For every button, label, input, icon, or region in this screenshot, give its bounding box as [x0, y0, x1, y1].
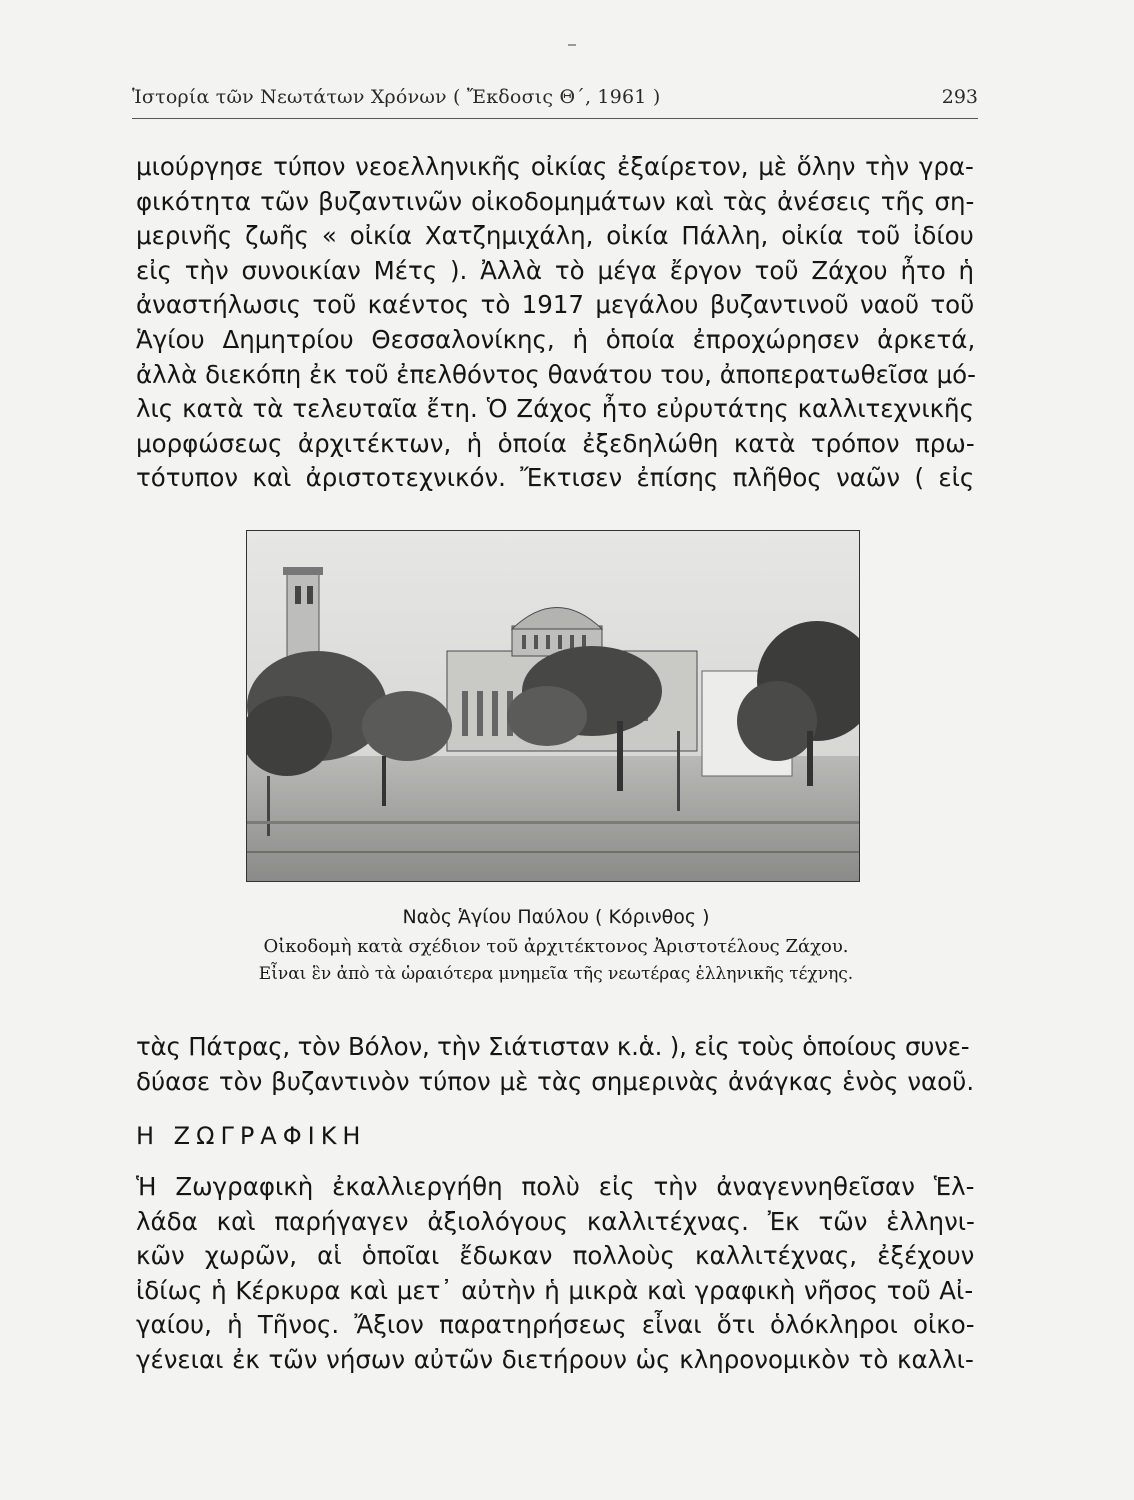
text-line: λις κατὰ τὰ τελευταῖα ἔτη. Ὁ Ζάχος ἦτο εὐρυτάτης καλλιτεχνικῆς	[136, 394, 974, 424]
text-line: τὰς Πάτρας, τὸν Βόλον, τὴν Σιάτισταν κ.ἁ. ), εἰς τοὺς ὁποίους συνε-	[136, 1032, 970, 1061]
text-line: μορφώσεως ἀρχιτέκτων, ἡ ὁποία ἐξεδηλώθη κατὰ τρόπον πρω-	[136, 428, 975, 458]
church-photograph	[246, 530, 860, 882]
book-title: Ἱστορία τῶν Νεωτάτων Χρόνων ( Ἔκδοσις Θ΄, 1961 )	[132, 86, 661, 108]
text-line: κῶν χωρῶν, αἱ ὁποῖαι ἔδωκαν πολλοὺς καλλιτέχνας, ἐξέχουν	[136, 1241, 975, 1271]
page-number: 293	[941, 86, 978, 108]
section-heading: Η ΖΩΓΡΑΦΙΚΗ	[136, 1122, 367, 1150]
text-line: δύασε τὸν βυζαντινὸν τύπον μὲ τὰς σημερινὰς ἀνάγκας ἑνὸς ναοῦ.	[136, 1066, 975, 1096]
figure-caption-line: Οἰκοδομὴ κατὰ σχέδιον τοῦ ἀρχιτέκτονος Ἀριστοτέλους Ζάχου.	[263, 936, 849, 957]
text-line: τότυπον καὶ ἀριστοτεχνικόν. Ἔκτισεν ἐπίσης πλῆθος ναῶν ( εἰς	[136, 463, 975, 493]
figure-caption-line: Εἶναι ἓν ἀπὸ τὰ ὡραιότερα μνημεῖα τῆς νεωτέρας ἑλληνικῆς τέχνης.	[258, 964, 854, 984]
paragraph-continuation	[136, 1030, 976, 1099]
paragraph-painting	[136, 1170, 976, 1378]
text-line: ἰδίως ἡ Κέρκυρα καὶ μετ᾽ αὐτὴν ἡ μικρὰ καὶ γραφικὴ νῆσος τοῦ Αἰ-	[136, 1275, 974, 1305]
text-line: Ἡ Ζωγραφικὴ ἐκαλλιεργήθη πολὺ εἰς τὴν ἀναγεννηθεῖσαν Ἑλ-	[136, 1172, 975, 1201]
scan-mark	[568, 44, 576, 46]
text-line: Ἁγίου Δημητρίου Θεσσαλονίκης, ἡ ὁποία ἐπροχώρησεν ἀρκετά,	[136, 324, 976, 354]
text-line: ἀλλὰ διεκόπη ἐκ τοῦ ἐπελθόντος θανάτου του, ἀποπερατωθεῖσα μό-	[136, 359, 976, 389]
text-line: ἀναστήλωσις τοῦ καέντος τὸ 1917 μεγάλου βυζαντινοῦ ναοῦ τοῦ	[136, 290, 975, 320]
text-line: γαίου, ἡ Τῆνος. Ἄξιον παρατηρήσεως εἶναι ὅτι ὁλόκληροι οἰκο-	[136, 1310, 975, 1340]
photo-illustration	[247, 531, 859, 881]
header-rule	[132, 118, 978, 119]
text-line: μερινῆς ζωῆς « οἰκία Χατζημιχάλη, οἰκία Πάλλη, οἰκία τοῦ ἰδίου	[136, 221, 974, 251]
text-line: εἰς τὴν συνοικίαν Μέτς ). Ἀλλὰ τὸ μέγα ἔργον τοῦ Ζάχου ἦτο ἡ	[136, 255, 975, 285]
figure-caption-title: Ναὸς Ἁγίου Παύλου ( Κόρινθος )	[402, 906, 710, 928]
text-line: φικότητα τῶν βυζαντινῶν οἰκοδομημάτων καὶ τὰς ἀνέσεις τῆς ση-	[136, 186, 975, 216]
text-line: μιούργησε τύπον νεοελληνικῆς οἰκίας ἐξαίρετον, μὲ ὅλην τὴν γρα-	[136, 152, 974, 181]
text-line: λάδα καὶ παρήγαγεν ἀξιολόγους καλλιτέχνας. Ἐκ τῶν ἑλληνι-	[136, 1206, 975, 1236]
text-line: γένειαι ἐκ τῶν νήσων αὐτῶν διετήρουν ὡς κληρονομικὸν τὸ καλλι-	[136, 1344, 974, 1374]
paragraph-architecture	[136, 150, 976, 496]
